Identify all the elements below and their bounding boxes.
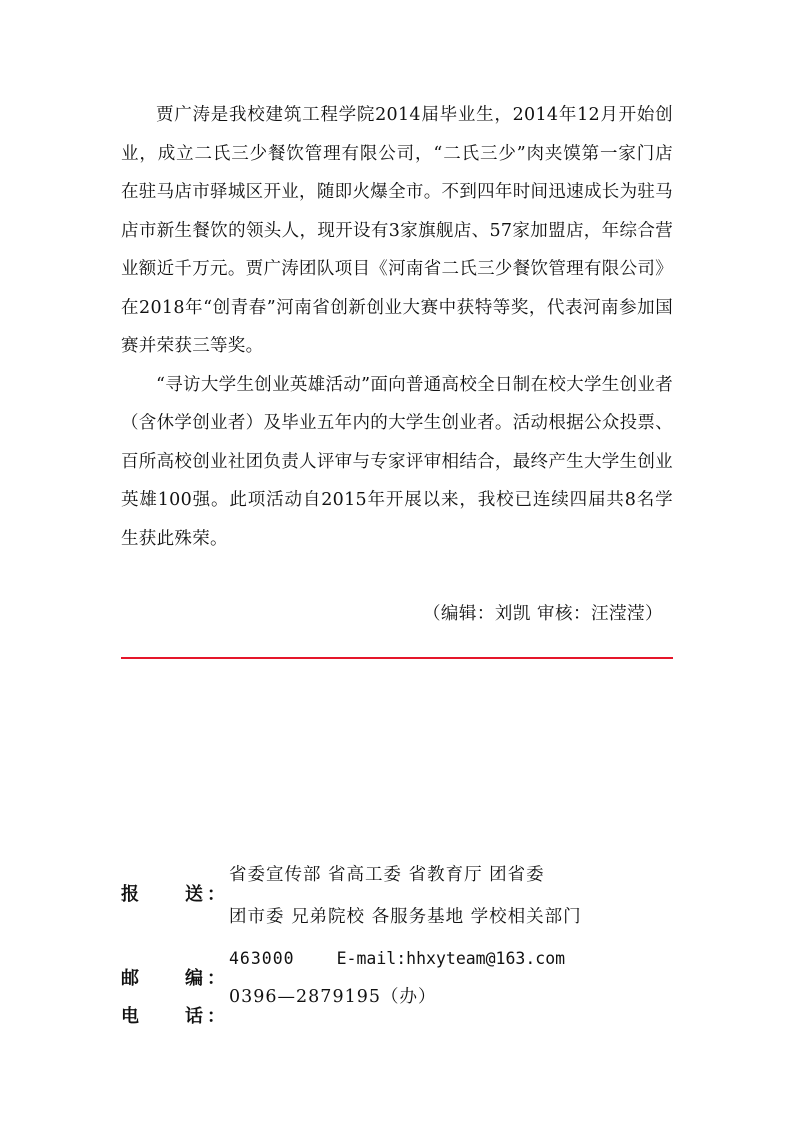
- report-to-recipients-2: 团市委 兄弟院校 各服务基地 学校相关部门: [229, 907, 582, 927]
- editor-credit: （编辑：刘凯 审核：汪滢滢）: [422, 604, 663, 624]
- report-to-row: 报 送 ： 省委宣传部 省高工委 省教育厅 团省委: [121, 860, 545, 890]
- email-address[interactable]: E-mail:hhxyteam@163.com: [336, 949, 566, 968]
- report-to-recipients-1: 省委宣传部 省高工委 省教育厅 团省委: [229, 865, 545, 885]
- postcode-value: 463000: [229, 949, 295, 968]
- phone-row: 电 话 ： 0396—2879195（办）: [121, 982, 436, 1012]
- postcode-row: 邮 编 ： 463000 E-mail:hhxyteam@163.com: [121, 944, 565, 974]
- red-divider: [121, 657, 673, 659]
- report-to-row-2: [121, 902, 582, 932]
- article-paragraph-1: 贾广涛是我校建筑工程学院2014届毕业生，2014年12月开始创业，成立二氏三少餐饮管理有限公司，“二氏三少”肉夹馍第一家门店在驻马店市驿城区开业，随即火爆全市。不到四年时间迅速成长为驻马店市新生餐饮的领头人，现开设有3家旗舰店、57家加盟店，年综合营业额近千万元。贾广涛团队项目《河南省二氏三少餐饮管理有限公司》在2018年“创青春”河南省创新创业大赛中获特等奖，代表河南参加国赛并荣获三等奖。: [121, 105, 673, 356]
- article-paragraph-2: “寻访大学生创业英雄活动”面向普通高校全日制在校大学生创业者（含休学创业者）及毕业五年内的大学生创业者。活动根据公众投票、百所高校创业社团负责人评审与专家评审相结合，最终产生大学生创业英雄100强。此项活动自2015年开展以来，我校已连续四届共8名学生获此殊荣。: [121, 374, 673, 549]
- phone-value: 0396—2879195（办）: [229, 987, 437, 1007]
- article-body: [121, 96, 673, 558]
